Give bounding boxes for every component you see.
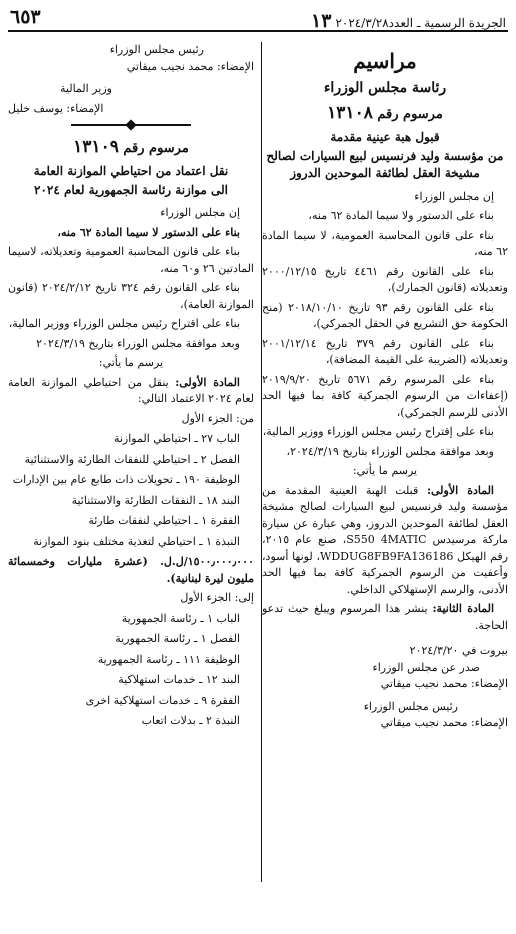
place-date: بيروت في ٢٠٢٤/٣/٢٠ bbox=[409, 644, 508, 658]
to-list bbox=[8, 590, 254, 730]
list-item: الفصل ١ ـ رئاسة الجمهورية bbox=[115, 632, 240, 646]
article-2 bbox=[262, 601, 508, 634]
to-part: الجزء الأول bbox=[180, 591, 232, 605]
decree-subject-line2: من مؤسسة وليد فرنسيس لبيع السيارات لصالح مشيخة العقل لطائفة الموحدين الدروز bbox=[266, 148, 504, 181]
recital: بناء على قانون المحاسبة العمومية، لا سيما المادة ٦٢ منه، bbox=[262, 228, 508, 259]
recital: بناء على إقتراح رئيس مجلس الوزراء ووزير المالية، bbox=[262, 425, 494, 439]
list-item: الوظيفة ١١١ ـ رئاسة الجمهورية bbox=[97, 652, 240, 666]
recital: بناء على قانون المحاسبة العمومية وتعديلاته، لاسيما المادتين ٢٦ و٦٠ منه، bbox=[8, 245, 254, 275]
decree-subject-line1: نقل اعتماد من احتياطي الموازنة العامة bbox=[33, 163, 229, 178]
to-label: إلى: bbox=[234, 591, 254, 605]
decree-label: مرسوم رقم bbox=[377, 107, 443, 122]
from-heading bbox=[8, 411, 254, 428]
list-item: الباب ٢٧ ـ احتياطي الموازنة bbox=[113, 432, 240, 446]
decree-heading bbox=[262, 101, 508, 127]
list-item: الفقرة ١ ـ احتياطي لنفقات طارئة bbox=[88, 514, 240, 528]
recital: بناء على الدستور ولا سيما المادة ٦٢ منه، bbox=[308, 209, 494, 223]
decree-subject-line2: الى موازنة رئاسة الجمهورية لعام ٢٠٢٤ bbox=[34, 182, 228, 197]
left-column bbox=[8, 42, 254, 734]
publication-name: الجريدة الرسمية ـ العدد bbox=[388, 16, 506, 30]
amount-figures: ١٥٠٠٫٠٠٠٫٠٠٠/ل.ل. bbox=[160, 555, 254, 569]
from-part: الجزء الأول bbox=[181, 411, 233, 425]
list-item: الوظيفة ١٩٠ ـ تحويلات ذات طابع عام بين الإدارات bbox=[12, 473, 240, 487]
column-divider bbox=[261, 42, 262, 882]
signature: الإمضاء: محمد نجيب ميقاتي bbox=[126, 59, 254, 73]
from-list bbox=[8, 411, 254, 551]
list-item: النبذة ٢ ـ بدلات اتعاب bbox=[141, 714, 240, 728]
decree-subject bbox=[262, 129, 508, 146]
list-item: الفصل ٢ ـ احتياطي للنفقات الطارئة والاستثنائية bbox=[24, 452, 240, 466]
article-2-text: ينشر هذا المرسوم ويبلغ حيث تدعو الحاجة. bbox=[262, 602, 508, 632]
decrees-line: يرسم ما يأتي: bbox=[98, 356, 164, 370]
article-2-label: المادة الثانية: bbox=[432, 602, 495, 616]
columns bbox=[8, 42, 508, 934]
to-heading bbox=[8, 590, 254, 607]
recital: وبعد موافقة مجلس الوزراء بتاريخ ٢٠٢٤/٣/١٩ bbox=[36, 336, 240, 350]
amount-words: (عشرة مليارات وخمسمائة مليون ليرة لبنانية). bbox=[8, 555, 254, 585]
section-title: مراسيم bbox=[353, 49, 417, 73]
from-label: من: bbox=[236, 411, 254, 425]
decree-label: مرسوم رقم bbox=[123, 141, 189, 156]
separator-ornament bbox=[71, 121, 191, 129]
pm-title: رئيس مجلس الوزراء bbox=[363, 699, 458, 713]
amount bbox=[8, 554, 254, 587]
recital: بناء على المرسوم رقم ٥٦٧١ تاريخ ٢٠١٩/٩/٢٠ (إعفاءات من الرسوم الجمركية كافة بما فيها الحد الأدنى للرسم الجمركي)، bbox=[262, 372, 508, 419]
page-header bbox=[8, 0, 508, 32]
decree-number: ١٣١٠٨ bbox=[327, 103, 373, 123]
office-heading: رئاسة مجلس الوزراء bbox=[323, 80, 447, 96]
decree-subject-continued bbox=[8, 182, 254, 199]
decree-subject-continued bbox=[262, 148, 508, 183]
issued-by: صدر عن مجلس الوزراء bbox=[372, 660, 480, 674]
decree-heading bbox=[8, 135, 254, 161]
page-number: ٦٥٣ bbox=[10, 6, 41, 28]
preamble: إن مجلس الوزراء bbox=[414, 189, 494, 203]
list-item: البند ١٨ ـ النفقات الطارئة والاستثنائية bbox=[71, 493, 240, 507]
article-1 bbox=[8, 375, 254, 408]
preamble: إن مجلس الوزراء bbox=[160, 206, 240, 220]
decree-subject-line1: قبول هبة عينية مقدمة bbox=[330, 129, 440, 144]
issue-date: ٢٠٢٤/٣/٢٨ bbox=[335, 16, 389, 30]
list-item: الفقرة ٩ ـ خدمات استهلاكية اخرى bbox=[85, 693, 240, 707]
signature: الإمضاء: يوسف خليل bbox=[8, 101, 104, 115]
list-item: الباب ١ ـ رئاسة الجمهورية bbox=[121, 611, 240, 625]
right-column bbox=[262, 42, 508, 732]
header-title bbox=[307, 7, 506, 36]
recital: بناء على الدستور لا سيما المادة ٦٢ منه، bbox=[57, 225, 240, 239]
article-1 bbox=[262, 483, 508, 599]
recital: بناء على القانون رقم ٩٣ تاريخ ٢٠١٨/١٠/١٠ (منح الحكومة حق التشريع في الحقل الجمركي)، bbox=[262, 300, 508, 331]
article-1-label: المادة الأولى: bbox=[175, 375, 240, 389]
recital: بناء على القانون رقم ٣٧٩ تاريخ ٢٠٠١/١٢/١٤ وتعديلاته (الضريبة على القيمة المضافة)، bbox=[262, 336, 508, 367]
list-item: النبذة ١ ـ احتياطي لتغذية مختلف بنود الموازنة bbox=[33, 534, 240, 548]
recital: وبعد موافقة مجلس الوزراء بتاريخ ٢٠٢٤/٣/١٩، bbox=[286, 444, 494, 458]
finance-minister-title: وزير المالية bbox=[60, 82, 112, 95]
decree-subject bbox=[8, 163, 254, 180]
decree-number: ١٣١٠٩ bbox=[73, 137, 119, 157]
article-1-label: المادة الأولى: bbox=[426, 483, 494, 497]
article-1-text: ينقل من احتياطي الموازنة العامة لعام ٢٠٢٤ الاعتماد التالي: bbox=[8, 375, 254, 406]
signature: الإمضاء: محمد نجيب ميقاتي bbox=[380, 677, 508, 691]
pm-title: رئيس مجلس الوزراء bbox=[109, 43, 204, 56]
decrees-line: يرسم ما يأتي: bbox=[352, 464, 418, 478]
recital: بناء على القانون رقم ٣٢٤ تاريخ ٢٠٢٤/٢/١٢ (قانون الموازنة العامة)، bbox=[8, 281, 254, 311]
article-1-text: قبلت الهبة العينية المقدمة من مؤسسة وليد فرنسيس لبيع السيارات لصالح مشيخة العقل لطائفة الموحدين الدروز، وهي عبارة عن سيارة ماركة مرسيدس S550 4MATIC، صنع عام ٢٠١٥، رقم الهيكل WDDUG8FB9FA136186، لونها أسود، وأعفيت من الرسوم الجمركية كافة بما فيها الحد الأدنى، والرسم الإستهلاكي الداخلي. bbox=[262, 483, 509, 596]
issue-number: ١٣ bbox=[311, 10, 332, 32]
recital: بناء على اقتراح رئيس مجلس الوزراء ووزير المالية، bbox=[8, 317, 240, 331]
signature: الإمضاء: محمد نجيب ميقاتي bbox=[380, 716, 508, 730]
recital: بناء على القانون رقم ٤٤٦١ تاريخ ٢٠٠٠/١٢/١٥ وتعديلاته (قانون الجمارك)، bbox=[262, 264, 508, 295]
list-item: البند ١٢ ـ خدمات استهلاكية bbox=[118, 673, 240, 687]
